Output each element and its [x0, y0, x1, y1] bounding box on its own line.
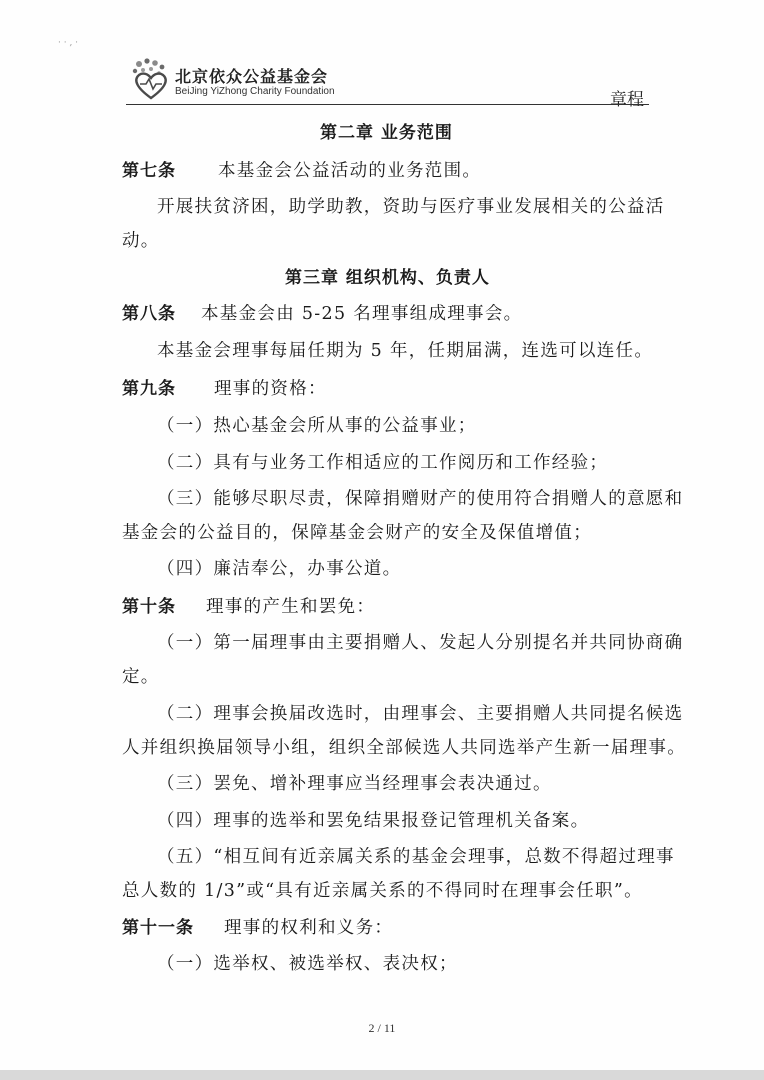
article-9-item-2: （二）具有与业务工作相适应的工作阅历和工作经验；: [157, 453, 609, 473]
article-9-text: 理事的资格：: [214, 379, 327, 399]
article-9-item-3-line-2: 基金会的公益目的，保障基金会财产的安全及保值增值；: [122, 523, 592, 543]
article-9-item-4: （四）廉洁奉公，办事公道。: [157, 559, 402, 579]
article-10-item-1-line-1: （一）第一届理事由主要捐赠人、发起人分别提名并共同协商确: [157, 633, 684, 653]
article-9-label: 第九条: [122, 379, 176, 399]
article-10-label: 第十条: [122, 597, 176, 617]
article-10-text: 理事的产生和罢免：: [206, 597, 376, 617]
article-11-item-1: （一）选举权、被选举权、表决权；: [157, 954, 458, 974]
article-10-item-2-line-2: 人并组织换届领导小组，组织全部候选人共同选举产生新一届理事。: [122, 738, 686, 758]
article-10-item-5-line-2: 总人数的 1/3”或“具有近亲属关系的不得同时在理事会任职”。: [122, 881, 643, 901]
article-8-text: 本基金会由 5-25 名理事组成理事会。: [201, 304, 523, 324]
article-7-text: 本基金会公益活动的业务范围。: [218, 161, 482, 181]
org-name-cn: 北京依众公益基金会: [175, 67, 329, 86]
article-10-item-4: （四）理事的选举和罢免结果报登记管理机关备案。: [157, 811, 590, 831]
heart-people-logo-icon: [131, 58, 171, 102]
article-7: [122, 156, 481, 182]
article-10-item-5-line-1: （五）“相互间有近亲属关系的基金会理事，总数不得超过理事: [157, 847, 675, 867]
scan-artifact: · · , ·: [58, 38, 79, 48]
article-10-item-3: （三）罢免、增补理事应当经理事会表决通过。: [157, 774, 552, 794]
header-divider: [126, 104, 649, 105]
article-7-para-line-2: 动。: [122, 231, 160, 251]
article-8: [122, 299, 522, 325]
article-9-item-1: （一）热心基金会所从事的公益事业；: [157, 416, 477, 436]
scan-bottom-edge: [0, 1070, 764, 1080]
article-10: [122, 592, 375, 618]
document-type-label: 章程: [610, 90, 644, 110]
article-9: [122, 374, 327, 400]
article-8-para: 本基金会理事每届任期为 5 年，任期届满，连选可以连任。: [157, 341, 654, 361]
article-7-para-line-1: 开展扶贫济困，助学助教，资助与医疗事业发展相关的公益活: [157, 197, 665, 217]
article-7-label: 第七条: [122, 161, 176, 181]
org-name-en: BeiJing YiZhong Charity Foundation: [175, 86, 335, 97]
chapter-2-title: 第二章 业务范围: [320, 123, 453, 143]
article-11-text: 理事的权利和义务：: [224, 918, 394, 938]
chapter-3-title: 第三章 组织机构、负责人: [285, 268, 490, 288]
page-number: 2 / 11: [368, 1021, 396, 1035]
article-11-label: 第十一条: [122, 918, 194, 938]
article-11: [122, 913, 393, 939]
article-10-item-1-line-2: 定。: [122, 667, 160, 687]
article-10-item-2-line-1: （二）理事会换届改选时，由理事会、主要捐赠人共同提名候选: [157, 704, 684, 724]
article-8-label: 第八条: [122, 304, 176, 324]
article-9-item-3-line-1: （三）能够尽职尽责，保障捐赠财产的使用符合捐赠人的意愿和: [157, 489, 684, 509]
